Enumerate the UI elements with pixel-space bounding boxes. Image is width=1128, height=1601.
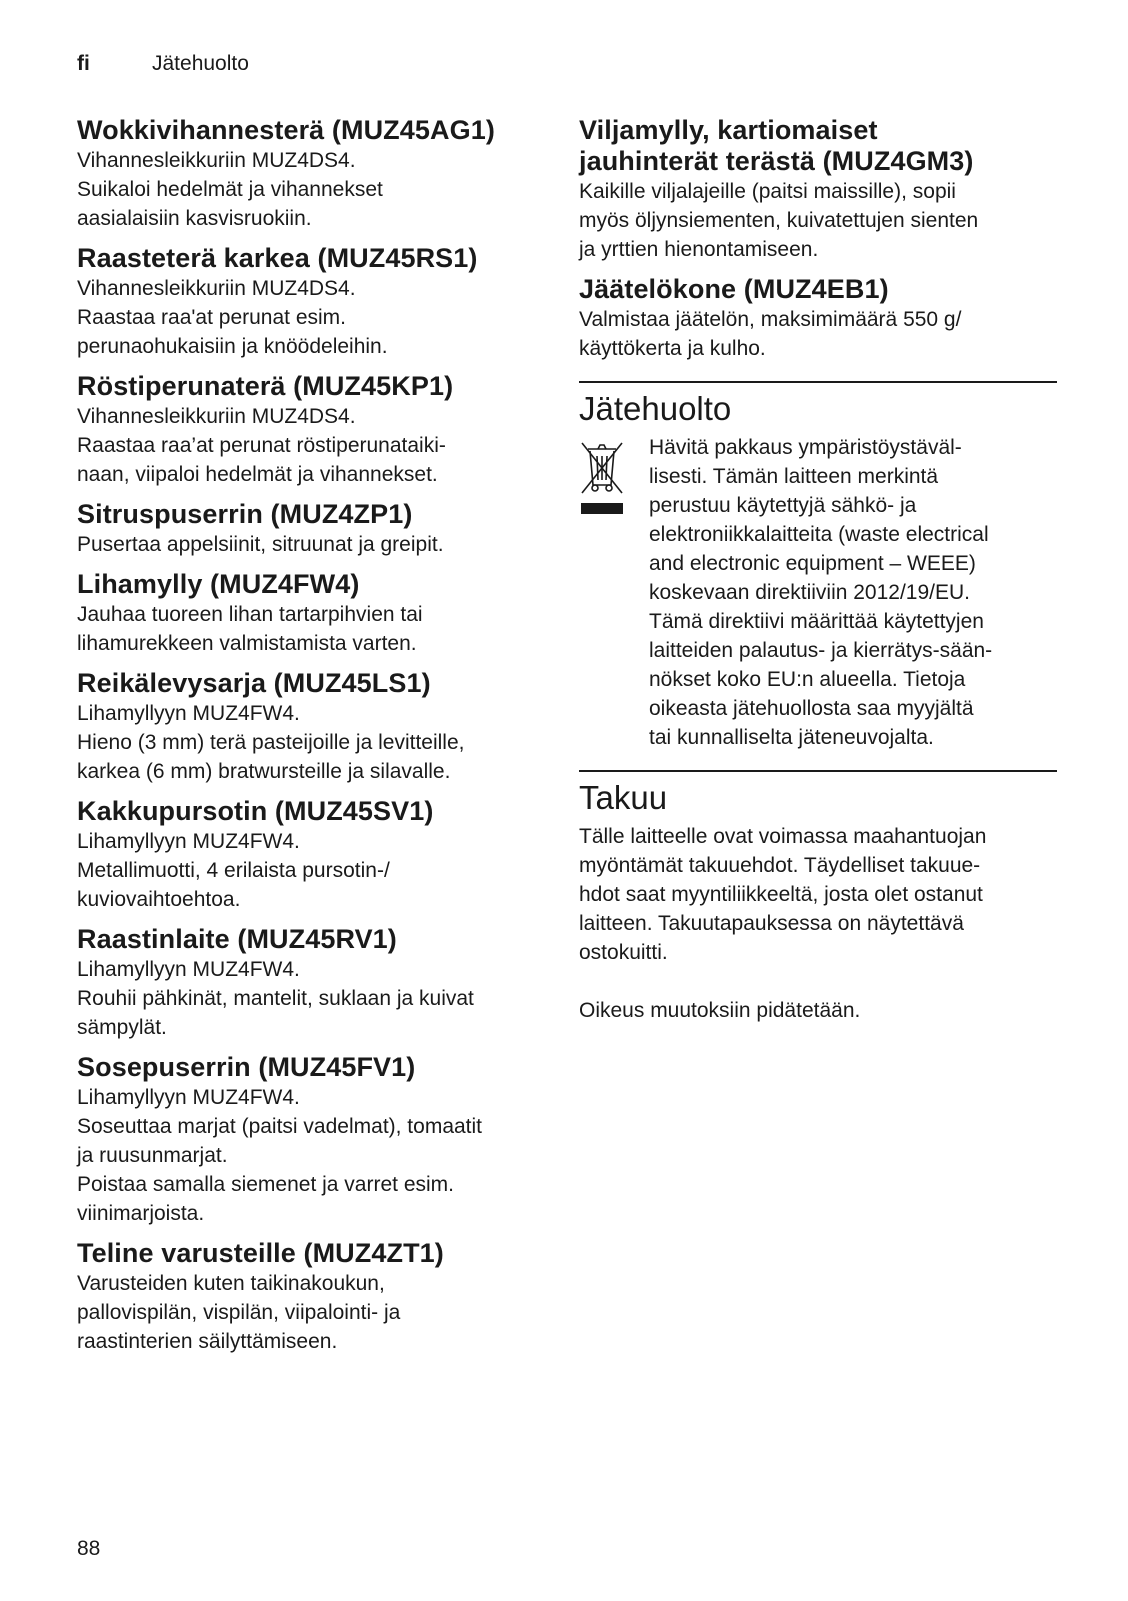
accessory-line: pallovispilän, vispilän, viipalointi- ja [77,1301,401,1324]
accessory-item [77,924,557,1042]
accessory-item [579,274,1057,363]
disposal-line: elektroniikkalaitteita (waste electrical [649,523,989,546]
accessory-line: Rouhii pähkinät, mantelit, suklaan ja kuivat [77,987,474,1010]
accessory-line: Suikaloi hedelmät ja vihannekset [77,178,383,201]
accessory-title: Röstiperunaterä (MUZ45KP1) [77,371,454,401]
accessory-line: aasialaisiin kasvisruokiin. [77,207,312,230]
language-code: fi [77,52,90,75]
warranty-line: Tälle laitteelle ovat voimassa maahantuojan [579,825,987,848]
section-name: Jätehuolto [152,52,249,75]
accessory-item [77,796,557,914]
accessory-line: Hieno (3 mm) terä pasteijoille ja levitteille, [77,731,465,754]
accessory-line: Kaikille viljalajeille (paitsi maissille), sopii [579,180,956,203]
disposal-heading: Jätehuolto [579,390,732,427]
accessory-title: Kakkupursotin (MUZ45SV1) [77,796,434,826]
accessory-line: Vihannesleikkuriin MUZ4DS4. [77,277,356,300]
disposal-section [579,433,1057,752]
disposal-line: Tämä direktiivi määrittää käytettyjen [649,610,984,633]
disposal-line: oikeasta jätehuollosta saa myyjältä [649,697,974,720]
accessory-title: Lihamylly (MUZ4FW4) [77,569,360,599]
warranty-line: hdot saat myyntiliikkeeltä, josta olet ostanut [579,883,983,906]
accessory-title: Sosepuserrin (MUZ45FV1) [77,1052,416,1082]
warranty-line: myöntämät takuuehdot. Täydelliset takuue- [579,854,981,877]
accessory-line: Jauhaa tuoreen lihan tartarpihvien tai [77,603,423,626]
accessory-line: ja ruusunmarjat. [77,1144,228,1167]
crossed-out-wheelie-bin-icon [579,439,625,517]
accessory-line: Vihannesleikkuriin MUZ4DS4. [77,149,356,172]
accessory-line: käyttökerta ja kulho. [579,337,766,360]
accessory-line: Lihamyllyyn MUZ4FW4. [77,830,300,853]
page-number: 88 [77,1537,101,1560]
warranty-line: laitteen. Takuutapauksessa on näytettävä [579,912,964,935]
disposal-line: lisesti. Tämän laitteen merkintä [649,465,939,488]
warranty-line: ostokuitti. [579,941,668,964]
accessory-line: Lihamyllyyn MUZ4FW4. [77,702,300,725]
accessory-line: lihamurekkeen valmistamista varten. [77,632,417,655]
accessory-item [77,668,557,786]
accessory-title [579,115,1057,177]
left-column [77,115,557,1366]
accessory-line: myös öljynsiementen, kuivatettujen sienten [579,209,979,232]
accessory-line: Lihamyllyyn MUZ4FW4. [77,958,300,981]
accessory-line: perunaohukaisiin ja knöödeleihin. [77,335,388,358]
accessory-item [77,569,557,658]
accessory-line: Lihamyllyyn MUZ4FW4. [77,1086,300,1109]
accessory-line: karkea (6 mm) bratwursteille ja silavalle. [77,760,451,783]
right-column [579,115,1057,1025]
accessory-title: Raastinlaite (MUZ45RV1) [77,924,397,954]
accessory-title: Raasteterä karkea (MUZ45RS1) [77,243,478,273]
disposal-line: laitteiden palautus- ja kierrätys-sään- [649,639,993,662]
accessory-item [77,499,557,559]
accessory-line: Raastaa raa’at perunat röstiperunataiki- [77,434,446,457]
accessory-line: Valmistaa jäätelön, maksimimäärä 550 g/ [579,308,962,331]
accessory-line: viinimarjoista. [77,1202,205,1225]
accessory-item [77,115,557,233]
accessory-title-line: Viljamylly, kartiomaiset [579,115,878,145]
disposal-line: perustuu käytettyjä sähkö- ja [649,494,917,517]
accessory-title: Sitruspuserrin (MUZ4ZP1) [77,499,413,529]
accessory-line: raastinterien säilyttämiseen. [77,1330,338,1353]
accessory-line: Poistaa samalla siemenet ja varret esim. [77,1173,454,1196]
accessory-title-line: Jäätelökone (MUZ4EB1) [579,274,889,304]
accessory-item [77,1052,557,1228]
accessory-line: kuviovaihtoehtoa. [77,888,241,911]
section-divider [579,770,1057,772]
accessory-line: sämpylät. [77,1016,167,1039]
accessory-line: Varusteiden kuten taikinakoukun, [77,1272,385,1295]
accessory-line: Raastaa raa'at perunat esim. [77,306,346,329]
disposal-line: tai kunnalliselta jäteneuvojalta. [649,726,934,749]
accessory-line: Metallimuotti, 4 erilaista pursotin-/ [77,859,390,882]
accessory-item [77,243,557,361]
accessory-item [77,1238,557,1356]
accessory-title: Teline varusteille (MUZ4ZT1) [77,1238,444,1268]
accessory-title-line: jauhinterät terästä (MUZ4GM3) [579,146,974,176]
warranty-note: Oikeus muutoksiin pidätetään. [579,999,861,1022]
warranty-section [579,822,1057,1025]
accessory-item [579,115,1057,264]
warranty-heading: Takuu [579,779,668,816]
accessory-title: Wokkivihannesterä (MUZ45AG1) [77,115,495,145]
page-header [77,52,249,76]
accessory-line: Pusertaa appelsiinit, sitruunat ja greipit. [77,533,444,556]
accessory-line: naan, viipaloi hedelmät ja vihannekset. [77,463,438,486]
accessory-item [77,371,557,489]
disposal-line: koskevaan direktiiviin 2012/19/EU. [649,581,971,604]
accessory-title [579,274,1057,305]
accessory-line: ja yrttien hienontamiseen. [579,238,819,261]
disposal-line: and electronic equipment – WEEE) [649,552,976,575]
disposal-line: Hävitä pakkaus ympäristöystäväl- [649,436,962,459]
accessory-line: Vihannesleikkuriin MUZ4DS4. [77,405,356,428]
disposal-line: nökset koko EU:n alueella. Tietoja [649,668,966,691]
accessory-title: Reikälevysarja (MUZ45LS1) [77,668,431,698]
accessory-line: Soseuttaa marjat (paitsi vadelmat), tomaatit [77,1115,483,1138]
section-divider [579,381,1057,383]
